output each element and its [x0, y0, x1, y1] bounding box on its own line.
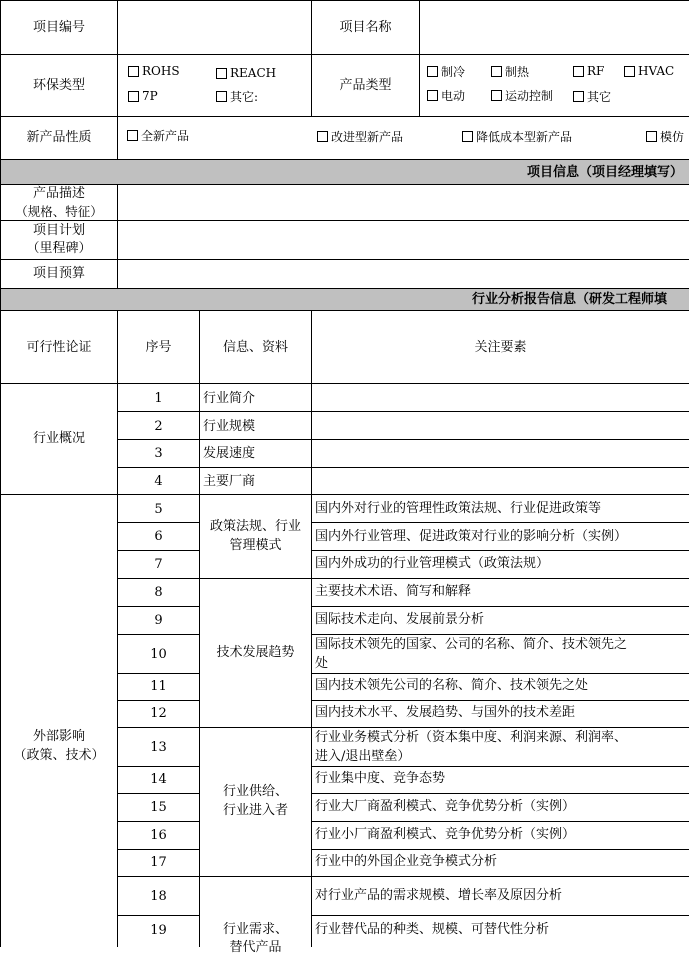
checkbox-env-other[interactable]: [216, 88, 258, 105]
row-no: 7: [154, 557, 163, 572]
row-no: 4: [154, 474, 163, 489]
row-focus-cont: 处: [315, 656, 329, 671]
grid-line: [311, 550, 689, 551]
row-no: 13: [150, 740, 167, 755]
row-focus: 国内外成功的行业管理模式（政策法规）: [315, 556, 550, 571]
new-product-label: 新产品性质: [26, 130, 92, 145]
row-focus: 对行业产品的需求规模、增长率及原因分析: [315, 888, 563, 903]
row-no: 16: [150, 828, 167, 843]
checkbox-box: [128, 66, 139, 77]
checkbox-motion-control[interactable]: [491, 87, 553, 104]
row-no: 2: [154, 419, 163, 434]
checkbox-box: [427, 66, 438, 77]
row-focus: 国际技术领先的国家、公司的名称、简介、技术领先之: [315, 637, 628, 652]
grid-line: [117, 578, 689, 579]
checkbox-box: [317, 131, 328, 142]
row-no: 9: [154, 613, 163, 628]
checkbox-label: 降低成本型新产品: [476, 130, 573, 144]
checkbox-cooling[interactable]: [427, 63, 465, 80]
grid-line: [117, 793, 199, 794]
checkbox-box: [462, 131, 473, 142]
group-external-impact: 外部影响: [32, 729, 85, 744]
checkbox-label: 改进型新产品: [331, 130, 404, 144]
group-external-impact-sub: （政策、技术）: [13, 748, 105, 763]
grid-line: [0, 54, 689, 55]
checkbox-box: [573, 66, 584, 77]
subgroup-demand: 行业需求、: [222, 922, 288, 937]
project-budget-field[interactable]: [124, 265, 679, 283]
checkbox-7p[interactable]: [128, 89, 158, 103]
group-industry-overview: 行业概况: [32, 431, 85, 446]
grid-line: [311, 915, 689, 916]
checkbox-label: RF: [587, 64, 605, 78]
grid-line: [117, 766, 199, 767]
checkbox-reach[interactable]: [216, 66, 276, 80]
row-focus: 行业替代品的种类、规模、可替代性分析: [315, 922, 550, 937]
grid-line: [311, 310, 312, 947]
grid-line: [0, 220, 689, 221]
checkbox-box: [216, 91, 227, 102]
row-focus: 国内技术领先公司的名称、简介、技术领先之处: [315, 678, 589, 693]
grid-line: [117, 439, 689, 440]
checkbox-rf[interactable]: [573, 64, 604, 78]
project-plan-field[interactable]: [124, 230, 679, 248]
row-no: 15: [150, 800, 167, 815]
grid-line: [117, 522, 199, 523]
checkbox-imitation[interactable]: [646, 128, 684, 145]
row-no: 1: [154, 391, 163, 406]
env-type-label: 环保类型: [32, 78, 85, 93]
grid-line: [117, 876, 689, 877]
checkbox-heating[interactable]: [491, 63, 529, 80]
checkbox-box: [646, 131, 657, 142]
subgroup-tech-trend: 技术发展趋势: [216, 645, 295, 660]
row-focus: 主要技术术语、简写和解释: [315, 584, 472, 599]
grid-line: [117, 184, 118, 288]
grid-line: [311, 700, 689, 701]
row-focus: 行业大厂商盈利模式、竞争优势分析（实例）: [315, 799, 576, 814]
checkbox-box: [573, 91, 584, 102]
grid-line: [117, 606, 199, 607]
grid-line: [311, 766, 689, 767]
project-plan-label: 项目计划: [32, 223, 85, 238]
row-focus-cont: 进入/退出壁垒）: [315, 749, 411, 764]
checkbox-box: [427, 90, 438, 101]
grid-line: [311, 0, 312, 116]
col-header-feasibility: 可行性论证: [26, 340, 92, 355]
grid-line: [419, 0, 420, 116]
grid-line: [117, 467, 689, 468]
grid-line: [311, 522, 689, 523]
checkbox-product-other[interactable]: [573, 88, 611, 105]
grid-line: [311, 793, 689, 794]
grid-line: [117, 673, 199, 674]
grid-line: [0, 383, 689, 384]
row-focus: 行业业务模式分析（资本集中度、利润来源、利润率、: [315, 730, 628, 745]
row-info: 行业规模: [203, 419, 256, 434]
row-focus: 国际技术走向、发展前景分析: [315, 612, 485, 627]
row-no: 19: [150, 923, 167, 938]
checkbox-box: [491, 90, 502, 101]
row-info: 主要厂商: [203, 474, 256, 489]
row-no: 18: [150, 889, 167, 904]
grid-line: [117, 411, 689, 412]
row-no: 6: [154, 529, 163, 544]
checkbox-hvac[interactable]: [624, 64, 674, 78]
grid-line: [311, 821, 689, 822]
checkbox-box: [491, 66, 502, 77]
grid-line: [117, 550, 199, 551]
checkbox-rohs[interactable]: [128, 64, 180, 78]
row-focus: 行业小厂商盈利模式、竞争优势分析（实例）: [315, 827, 576, 842]
grid-line: [117, 727, 689, 728]
row-no: 11: [150, 679, 167, 694]
col-header-info: 信息、资料: [222, 340, 288, 355]
row-focus: 国内外行业管理、促进政策对行业的影响分析（实例）: [315, 529, 628, 544]
checkbox-label: 电动: [441, 89, 466, 103]
row-focus: 国内外对行业的管理性政策法规、行业促进政策等: [315, 501, 602, 516]
row-no: 17: [150, 855, 167, 870]
checkbox-label: ROHS: [142, 64, 180, 78]
checkbox-box: [127, 130, 138, 141]
product-desc-sublabel: （规格、特征）: [15, 204, 103, 219]
checkbox-label: 其它:: [230, 90, 259, 104]
checkbox-label: 制冷: [441, 65, 466, 79]
checkbox-electric[interactable]: [427, 87, 465, 104]
project-name-label: 项目名称: [339, 20, 392, 35]
project-plan-sublabel: （里程碑）: [26, 241, 92, 256]
checkbox-label: 制热: [505, 65, 530, 79]
grid-line: [311, 634, 689, 635]
row-info: 行业简介: [203, 391, 256, 406]
project-no-label: 项目编号: [32, 20, 85, 35]
checkbox-label: 全新产品: [141, 129, 190, 143]
checkbox-brand-new[interactable]: [127, 127, 189, 144]
grid-line: [199, 310, 200, 947]
row-no: 12: [150, 706, 167, 721]
col-header-no: 序号: [145, 340, 172, 355]
grid-line: [0, 494, 689, 495]
checkbox-label: REACH: [230, 66, 277, 80]
subgroup-policy: 政策法规、行业: [209, 519, 301, 534]
checkbox-label: 模仿: [660, 130, 685, 144]
grid-line: [117, 634, 199, 635]
checkbox-box: [216, 68, 227, 79]
project-budget-label: 项目预算: [32, 266, 85, 281]
row-focus: 行业集中度、竞争态势: [315, 771, 446, 786]
row-focus: 行业中的外国企业竞争模式分析: [315, 854, 498, 869]
analysis-title: 行业分析报告信息（研发工程师填: [472, 292, 668, 307]
subgroup-demand-sub: 替代产品: [229, 940, 282, 955]
grid-line: [311, 606, 689, 607]
product-type-label: 产品类型: [339, 78, 392, 93]
product-desc-label: 产品描述: [32, 186, 85, 201]
grid-line: [117, 849, 199, 850]
row-focus: 国内技术水平、发展趋势、与国外的技术差距: [315, 705, 576, 720]
checkbox-label: HVAC: [638, 64, 675, 78]
grid-line: [0, 0, 689, 1]
checkbox-cost-reduction[interactable]: [462, 128, 572, 145]
col-header-focus: 关注要素: [474, 340, 527, 355]
checkbox-improved[interactable]: [317, 128, 403, 145]
row-info: 发展速度: [203, 446, 256, 461]
subgroup-supply-sub: 行业进入者: [222, 803, 288, 818]
subgroup-supply: 行业供给、: [222, 784, 288, 799]
checkbox-box: [128, 91, 139, 102]
grid-line: [117, 0, 118, 159]
grid-line: [0, 259, 689, 260]
row-no: 14: [150, 772, 167, 787]
grid-line: [117, 915, 199, 916]
grid-line: [117, 700, 199, 701]
checkbox-label: 7P: [142, 89, 158, 103]
checkbox-label: 运动控制: [505, 89, 554, 103]
grid-line: [311, 673, 689, 674]
row-no: 3: [154, 446, 163, 461]
checkbox-label: 其它: [587, 90, 612, 104]
project-info-title: 项目信息（项目经理填写）: [526, 165, 683, 180]
row-no: 5: [154, 502, 163, 517]
row-no: 10: [150, 647, 167, 662]
row-no: 8: [154, 585, 163, 600]
grid-line: [0, 310, 689, 311]
product-desc-field[interactable]: [124, 192, 679, 210]
grid-line: [311, 849, 689, 850]
grid-line: [117, 821, 199, 822]
checkbox-box: [624, 66, 635, 77]
grid-line: [0, 116, 689, 117]
subgroup-policy-sub: 管理模式: [229, 538, 282, 553]
